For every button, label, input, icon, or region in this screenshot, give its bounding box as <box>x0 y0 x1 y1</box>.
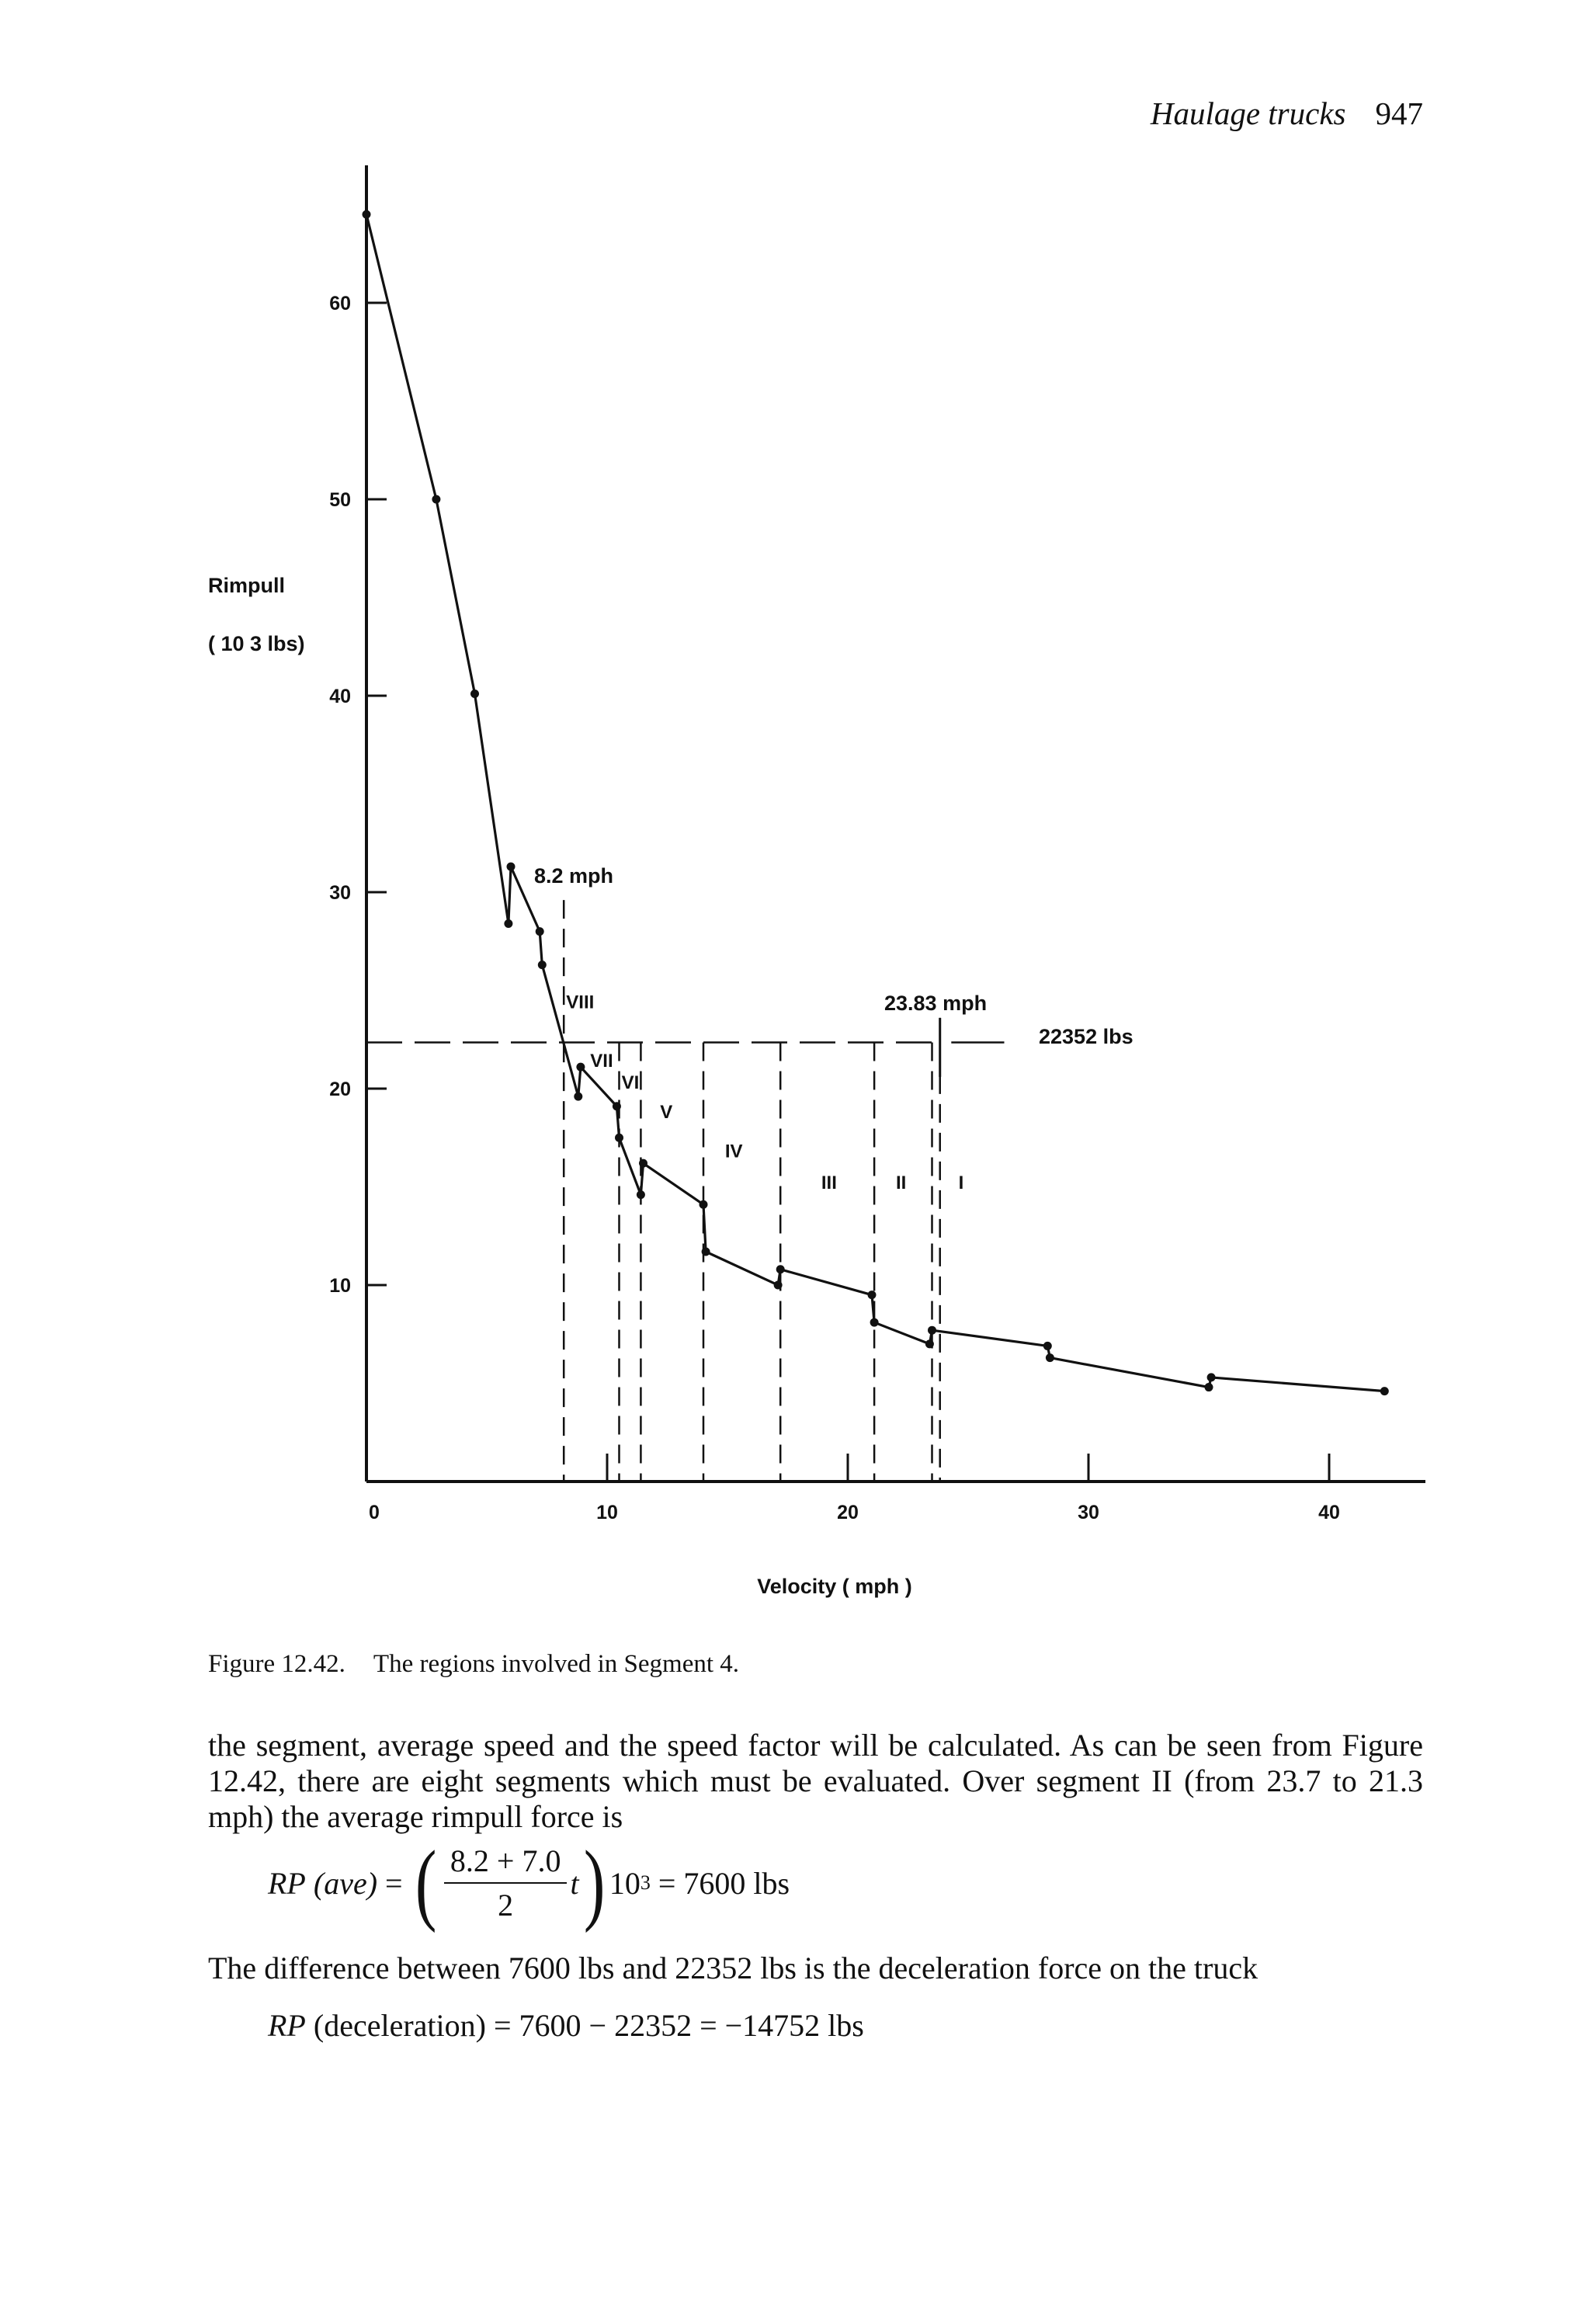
eq1-fraction <box>444 1843 568 1923</box>
equation-average-rimpull <box>268 1825 1199 1941</box>
y-axis-label-line2: ( 10 3 lbs) <box>208 632 305 655</box>
eq1-t: t <box>570 1865 579 1901</box>
eq2-lhs-var: RP <box>268 2008 306 2043</box>
data-point <box>928 1326 936 1335</box>
region-label: II <box>896 1172 907 1194</box>
region-label: III <box>821 1172 837 1194</box>
region-label: VI <box>621 1072 640 1093</box>
paragraph-segment-evaluation: the segment, average speed and the speed factor will be calculated. As can be seen from Figure 12.42, there are eight segments which must be evaluated. Over segment II (from 23.7 to 21.3 mph) the average rimpull force is <box>208 1728 1423 1834</box>
data-point <box>1380 1387 1389 1395</box>
data-point <box>470 690 479 698</box>
x-tick-label: 10 <box>596 1502 618 1523</box>
eq1-right-paren: ) <box>583 1832 605 1933</box>
region-label: VIII <box>566 992 595 1013</box>
data-point <box>1043 1342 1052 1350</box>
data-point <box>615 1134 623 1142</box>
data-point <box>868 1291 877 1299</box>
eq1-base: 10 <box>609 1865 641 1901</box>
eq1-exponent: 3 <box>640 1871 651 1894</box>
eq1-left-paren: ( <box>415 1832 436 1933</box>
data-point <box>700 1200 708 1209</box>
running-head-title: Haulage trucks <box>1150 96 1346 131</box>
y-tick-label: 40 <box>329 686 351 707</box>
data-point <box>776 1265 785 1273</box>
equation-deceleration <box>268 2007 864 2044</box>
data-point <box>538 961 547 969</box>
data-point <box>702 1247 710 1256</box>
y-tick-label: 20 <box>329 1079 351 1100</box>
speed-marker-label-high: 23.83 mph <box>884 992 988 1015</box>
data-point <box>613 1102 621 1110</box>
eq1-result: = 7600 lbs <box>658 1865 790 1901</box>
data-point <box>925 1339 934 1348</box>
eq1-lhs-var: RP <box>268 1865 306 1901</box>
eq2-rest: (deceleration) = 7600 − 22352 = −14752 lbs <box>313 2008 864 2043</box>
figure-caption-label: Figure 12.42. <box>208 1650 345 1678</box>
data-point <box>639 1159 647 1168</box>
y-axis-label-line1: Rimpull <box>208 574 285 597</box>
paragraph-deceleration: The difference between 7600 lbs and 22352 lbs is the deceleration force on the truck <box>208 1951 1258 1985</box>
data-point <box>870 1318 879 1327</box>
speed-marker-label-low: 8.2 mph <box>534 864 614 888</box>
y-tick-label: 30 <box>329 882 351 904</box>
reference-force-label: 22352 lbs <box>1039 1025 1133 1048</box>
page-number: 947 <box>1375 96 1423 131</box>
figure-caption <box>208 1650 739 1679</box>
region-label: VII <box>590 1051 613 1072</box>
y-tick-label: 50 <box>329 489 351 511</box>
data-point <box>774 1281 783 1290</box>
region-label: IV <box>724 1141 743 1162</box>
data-point <box>432 495 440 504</box>
rimpull-curve <box>366 214 1384 1391</box>
data-point <box>1046 1353 1054 1362</box>
x-tick-label: 40 <box>1318 1502 1340 1523</box>
data-point <box>1207 1373 1216 1381</box>
data-point <box>507 863 516 871</box>
data-point <box>576 1063 585 1072</box>
eq1-numerator: 8.2 + 7.0 <box>450 1843 561 1878</box>
x-tick-label: 30 <box>1078 1502 1099 1523</box>
eq1-equals: = <box>385 1865 403 1901</box>
data-point <box>637 1190 645 1199</box>
y-tick-label: 60 <box>329 293 351 314</box>
data-point <box>1205 1383 1213 1391</box>
data-point <box>574 1093 582 1101</box>
data-point <box>363 210 371 219</box>
figure-caption-text: The regions involved in Segment 4. <box>373 1650 740 1678</box>
eq1-lhs-arg: (ave) <box>313 1865 378 1901</box>
data-point <box>536 927 544 936</box>
y-tick-label: 10 <box>329 1275 351 1297</box>
x-tick-label: 0 <box>369 1502 380 1523</box>
data-point <box>504 919 512 928</box>
x-axis-label: Velocity ( mph ) <box>757 1575 912 1598</box>
region-label: V <box>660 1101 673 1123</box>
x-tick-label: 20 <box>837 1502 859 1523</box>
region-label: I <box>958 1172 964 1194</box>
eq1-denominator: 2 <box>498 1888 514 1923</box>
